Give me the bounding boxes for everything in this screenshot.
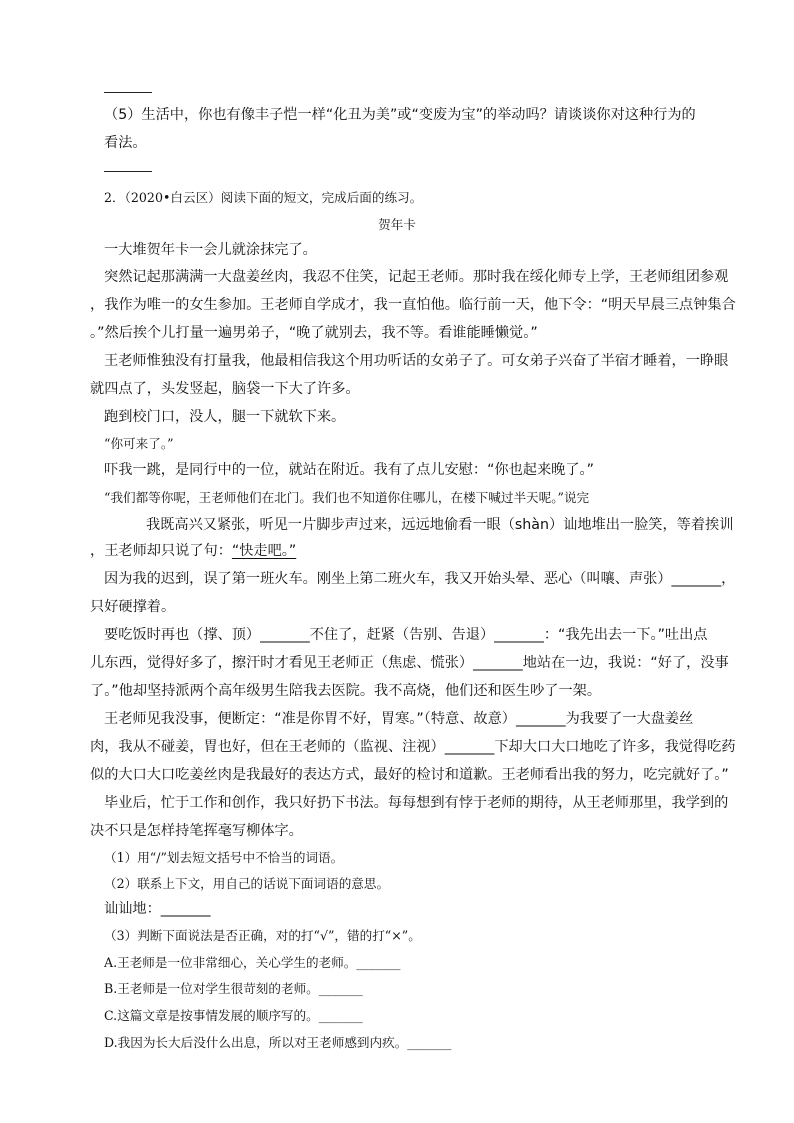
passage-dialogue: “我们都等你呢，王老师他们在北门。我们也不知道你住哪儿，在楼下喊过半天呢。”说完 [104, 490, 590, 505]
passage-paragraph: 我既高兴又紧张，听见一片脚步声过来，远远地偷看一眼（shàn）讪地堆出一脸笑，等着挨训 [146, 517, 734, 533]
question-2-header: 2．（2020•白云区）阅读下面的短文，完成后面的练习。 [104, 190, 423, 205]
passage-paragraph: ，我作为唯一的女生参加。王老师自学成才，我一直怕他。临行前一天，他下令：“明天早晨三点钟集合 [90, 297, 736, 313]
passage-paragraph: 要吃饭时再也（撑、顶）_______不住了，赶紧（告别、告退）_______：“我先出去一下。”吐出点 [104, 627, 708, 643]
passage-paragraph: 毕业后，忙于工作和创作，我只好扔下书法。每每想到有悖于老师的期待，从王老师那里，我学到的 [104, 795, 729, 811]
passage-paragraph: 儿东西，觉得好多了，擦汗时才看见王老师正（焦虑、慌张）_______地站在一边，我说：“好了，没事 [90, 655, 729, 671]
passage-paragraph: 只好硬撑着。 [90, 599, 176, 615]
passage-paragraph: 王老师见我没事，便断定：“准是你胃不好，胃寒。”（特意、故意）_______为我要了一大盘姜丝 [104, 711, 694, 727]
answer-blank-line [104, 171, 152, 172]
sub-question-3-option-a: A.王老师是一位非常细心，关心学生的老师。_______ [104, 955, 401, 970]
sub-question-1: （1）用“/”划去短文括号中不恰当的词语。 [104, 850, 344, 865]
passage-paragraph: 王老师惟独没有打量我，他最相信我这个用功听话的女弟子了。可女弟子兴奋了半宿才睡着，一睁眼 [104, 353, 729, 369]
passage-dialogue: “你可来了。” [104, 436, 174, 451]
passage-paragraph [90, 540, 296, 560]
passage-paragraph: 决不只是怎样持笔挥毫写柳体字。 [90, 823, 303, 839]
sub-question-2-word: 讪讪地：_______ [104, 901, 211, 917]
passage-paragraph: 一大堆贺年卡一会儿就涂抹完了。 [104, 242, 317, 258]
question-5-text-continued: 看法。 [104, 135, 147, 151]
sub-question-3-option-d: D.我因为长大后没什么出息，所以对王老师感到内疚。_______ [104, 1035, 452, 1050]
passage-paragraph: 。”然后挨个儿打量一遍男弟子，“晚了就别去，我不等。看谁能睡懒觉。” [90, 325, 538, 341]
passage-paragraph: 肉，我从不碰姜，胃也好，但在王老师的（监视、注视）_______下却大口大口地吃了许多，我觉得吃药 [90, 739, 736, 755]
answer-blank-line [104, 92, 152, 93]
passage-text: ，王老师却只说了句： [90, 543, 232, 559]
question-5-text: （5）生活中，你也有像丰子恺一样“化丑为美”或“变废为宝”的举动吗？请谈谈你对这种行为的 [104, 107, 696, 123]
sub-question-2: （2）联系上下文，用自己的话说下面词语的意思。 [104, 876, 390, 891]
sub-question-3-option-b: B.王老师是一位对学生很苛刻的老师。_______ [104, 981, 363, 996]
underlined-quote: “快走吧。” [231, 543, 297, 559]
passage-paragraph: 了。”他却坚持派两个高年级男生陪我去医院。我不高烧，他们还和医生吵了一架。 [90, 683, 602, 699]
passage-title: 贺年卡 [378, 217, 416, 232]
sub-question-3-option-c: C.这篇文章是按事情发展的顺序写的。_______ [104, 1008, 363, 1023]
passage-paragraph: 就四点了，头发竖起，脑袋一下大了许多。 [90, 381, 360, 397]
passage-paragraph: 跑到校门口，没人，腿一下就软下来。 [104, 409, 346, 425]
passage-paragraph: 突然记起那满满一大盘姜丝肉，我忍不住笑，记起王老师。那时我在绥化师专上学，王老师组团参观 [104, 269, 729, 285]
sub-question-3: （3）判断下面说法是否正确，对的打“√”，错的打“×”。 [104, 928, 421, 943]
passage-paragraph: 似的大口大口吃姜丝肉是我最好的表达方式，最好的检讨和道歉。王老师看出我的努力，吃完就好了。” [90, 767, 729, 783]
passage-paragraph: 因为我的迟到，误了第一班火车。刚坐上第二班火车，我又开始头晕、恶心（叫嚷、声张）_______， [104, 571, 736, 587]
passage-paragraph: 吓我一跳，是同行中的一位，就站在附近。我有了点儿安慰：“你也起来晚了。” [104, 462, 594, 478]
